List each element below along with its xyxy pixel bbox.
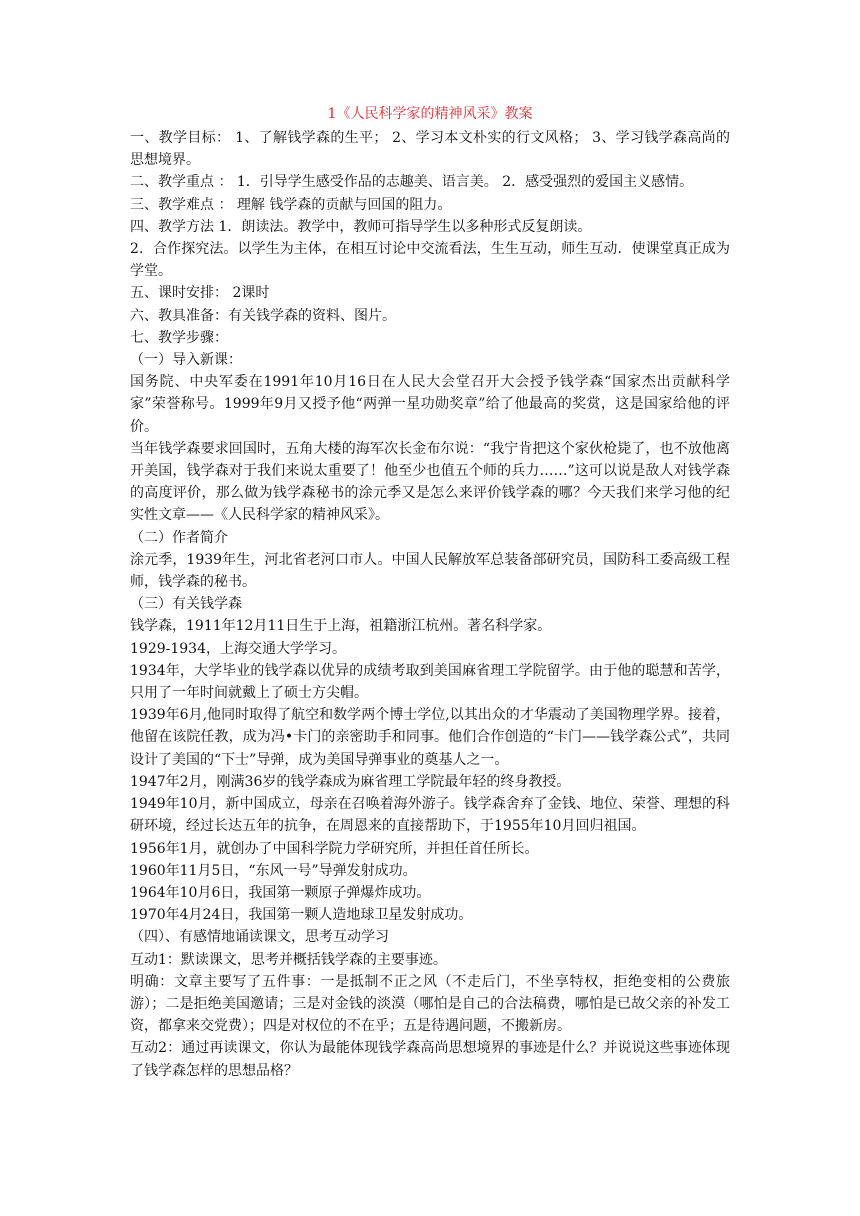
paragraph-qian-1939: 1939年6月,他同时取得了航空和数学两个博士学位,以其出众的才华震动了美国物理学界。接着，他留在该院任教，成为冯•卡门的亲密助手和同事。他们合作创造的“卡门——钱学森公式”，共同设计了美国的“下士”导弹，成为美国导弹事业的奠基人之一。 xyxy=(130,707,730,768)
paragraph-qian-1960: 1960年11月5日，“东风一号”导弹发射成功。 xyxy=(130,862,417,879)
paragraph-qian-1934: 1934年，大学毕业的钱学森以优异的成绩考取到美国麻省理工学院留学。由于他的聪慧和苦学，只用了一年时间就戴上了硕士方尖帽。 xyxy=(130,662,730,702)
paragraph-qian-birth: 钱学森，1911年12月11日生于上海，祖籍浙江杭州。著名科学家。 xyxy=(130,618,552,635)
paragraph-qian-1947: 1947年2月，刚满36岁的钱学森成为麻省理工学院最年轻的终身教授。 xyxy=(130,773,571,790)
paragraph-qian-1949: 1949年10月，新中国成立，母亲在召唤着海外游子。钱学森舍弃了金钱、地位、荣誉、理想的科研环境，经过长达五年的抗争，在周恩来的直接帮助下，于1955年10月回归祖国。 xyxy=(130,796,730,835)
paragraph-qian-heading: （三）有关钱学森 xyxy=(130,596,242,613)
paragraph-teaching-goals: 一、教学目标： 1、了解钱学森的生平； 2、学习本文朴实的行文风格； 3、学习钱学森高尚的思想境界。 xyxy=(130,130,730,169)
paragraph-method-cooperative: 2．合作探究法。以学生为主体，在相互讨论中交流看法，生生互动，师生互动．使课堂真正成为学堂。 xyxy=(130,241,730,280)
document-body xyxy=(130,127,730,1082)
paragraph-intro-heading: （一）导入新课： xyxy=(130,352,242,369)
paragraph-difficulties: 三、教学难点 ： 理解 钱学森的贡献与回国的阻力。 xyxy=(130,196,452,213)
paragraph-answer-1: 明确：文章主要写了五件事：一是抵制不正之风（不走后门，不坐享特权，拒绝变相的公费旅游）；二是拒绝美国邀请；三是对金钱的淡漠（哪怕是自己的合法稿费，哪怕是已故父亲的补发工资，都拿来交党费）；四是对权位的不在乎；五是待遇问题，不搬新房。 xyxy=(130,973,730,1035)
paragraph-intro-quote: 当年钱学森要求回国时，五角大楼的海军次长金布尔说：“我宁肯把这个家伙枪毙了，也不放他离开美国，钱学森对于我们来说太重要了！他至少也值五个师的兵力……”这可以说是敌人对钱学森的高度评价，那么做为钱学森秘书的涂元季又是怎么来评价钱学森的哪？今天我们来学习他的纪实性文章——《人民科学家的精神风采》。 xyxy=(130,440,730,524)
paragraph-class-hours: 五、课时安排： 2课时 xyxy=(130,285,270,302)
paragraph-interaction-2: 互动2：通过再读课文，你认为最能体现钱学森高尚思想境界的事迹是什么？并说说这些事迹体现了钱学森怎样的思想品格？ xyxy=(130,1040,730,1079)
paragraph-materials: 六、教具准备：有关钱学森的资料、图片。 xyxy=(130,307,396,324)
paragraph-intro-honor: 国务院、中央军委在1991年10月16日在人民大会堂召开大会授予钱学森“国家杰出贡献科学家”荣誉称号。1999年9月又授予他“两弹一星功勋奖章”给了他最高的奖赏，这是国家给他的评价。 xyxy=(130,374,730,435)
paragraph-author-bio: 涂元季，1939年生，河北省老河口市人。中国人民解放军总装备部研究员，国防科工委高级工程师，钱学森的秘书。 xyxy=(130,551,730,591)
paragraph-qian-1956: 1956年1月，就创办了中国科学院力学研究所，并担任首任所长。 xyxy=(130,840,539,857)
paragraph-reading-heading: （四）、有感情地诵读课文，思考互动学习 xyxy=(130,929,389,946)
document-title: 1《人民科学家的精神风采》教案 xyxy=(327,106,533,122)
paragraph-qian-1964: 1964年10月6日，我国第一颗原子弹爆炸成功。 xyxy=(130,884,431,901)
paragraph-steps-heading: 七、教学步骤： xyxy=(130,329,228,346)
paragraph-interaction-1: 互动1：默读课文，思考并概括钱学森的主要事迹。 xyxy=(130,951,447,968)
paragraph-qian-1970: 1970年4月24日，我国第一颗人造地球卫星发射成功。 xyxy=(130,907,473,924)
paragraph-method-reading: 四、教学方法 1．朗读法。教学中，教师可指导学生以多种形式反复朗读。 xyxy=(130,218,592,235)
paragraph-qian-1929: 1929-1934，上海交通大学学习。 xyxy=(130,640,346,657)
paragraph-author-heading: （二）作者简介 xyxy=(130,529,228,546)
paragraph-key-points: 二、教学重点 ： 1．引导学生感受作品的志趣美、语言美。 2．感受强烈的爱国主义感情。 xyxy=(130,174,694,191)
